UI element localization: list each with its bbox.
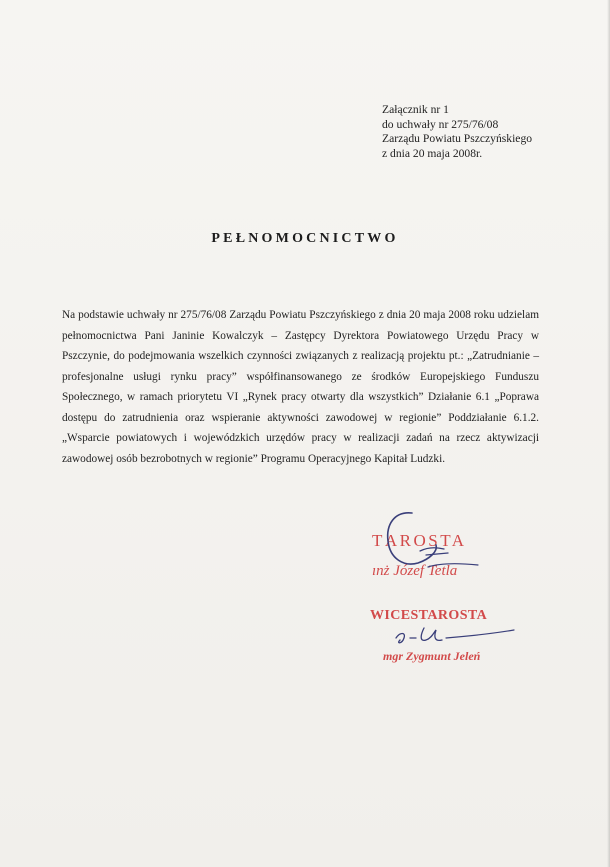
annex-line-2: do uchwały nr 275/76/08 xyxy=(382,117,499,131)
wicestarosta-stamp-title: WICESTAROSTA xyxy=(370,608,488,623)
annex-line-3: Zarządu Powiatu Pszczyńskiego xyxy=(382,132,533,145)
annex-line-4: z dnia 20 maja 2008r. xyxy=(382,146,483,160)
annex-line-1: Załącznik nr 1 xyxy=(382,103,449,116)
starosta-stamp-name: ınż Józef Tetla xyxy=(372,563,458,579)
wicestarosta-signature xyxy=(390,622,520,648)
document-title: PEŁNOMOCNICTWO xyxy=(211,231,399,246)
wicestarosta-stamp-name: mgr Zygmunt Jeleń xyxy=(383,649,481,663)
annex-header xyxy=(382,103,532,161)
starosta-signature xyxy=(378,505,498,585)
starosta-stamp-title: ТAROSTA xyxy=(372,531,467,550)
document-body: Na podstawie uchwały nr 275/76/08 Zarządu Powiatu Pszczyńskiego z dnia 20 maja 2008 roku udzielam pełnomocnictwa Pani Janinie Kowalczyk – Zastępcy Dyrektora Powiatowego Urzędu Pracy w Pszczynie, do podejmowania wszelkich czynności związanych z realizacją projektu pt.: „Zatrudnianie – profesjonalne usługi rynku pracy” współfinansowanego ze środków Europejskiego Funduszu Społecznego, w ramach priorytetu VI „Rynek pracy otwarty dla wszystkich” Działanie 6.1 „Poprawa dostępu do zatrudnienia oraz wspieranie aktywności zawodowej w regionie” Poddziałanie 6.1.2. „Wsparcie powiatowych i wojewódzkich urzędów pracy w realizacji zadań na rzecz aktywizacji zawodowej osób bezrobotnych w regionie” Programu Operacyjnego Kapitał Ludzki. xyxy=(62,309,539,465)
